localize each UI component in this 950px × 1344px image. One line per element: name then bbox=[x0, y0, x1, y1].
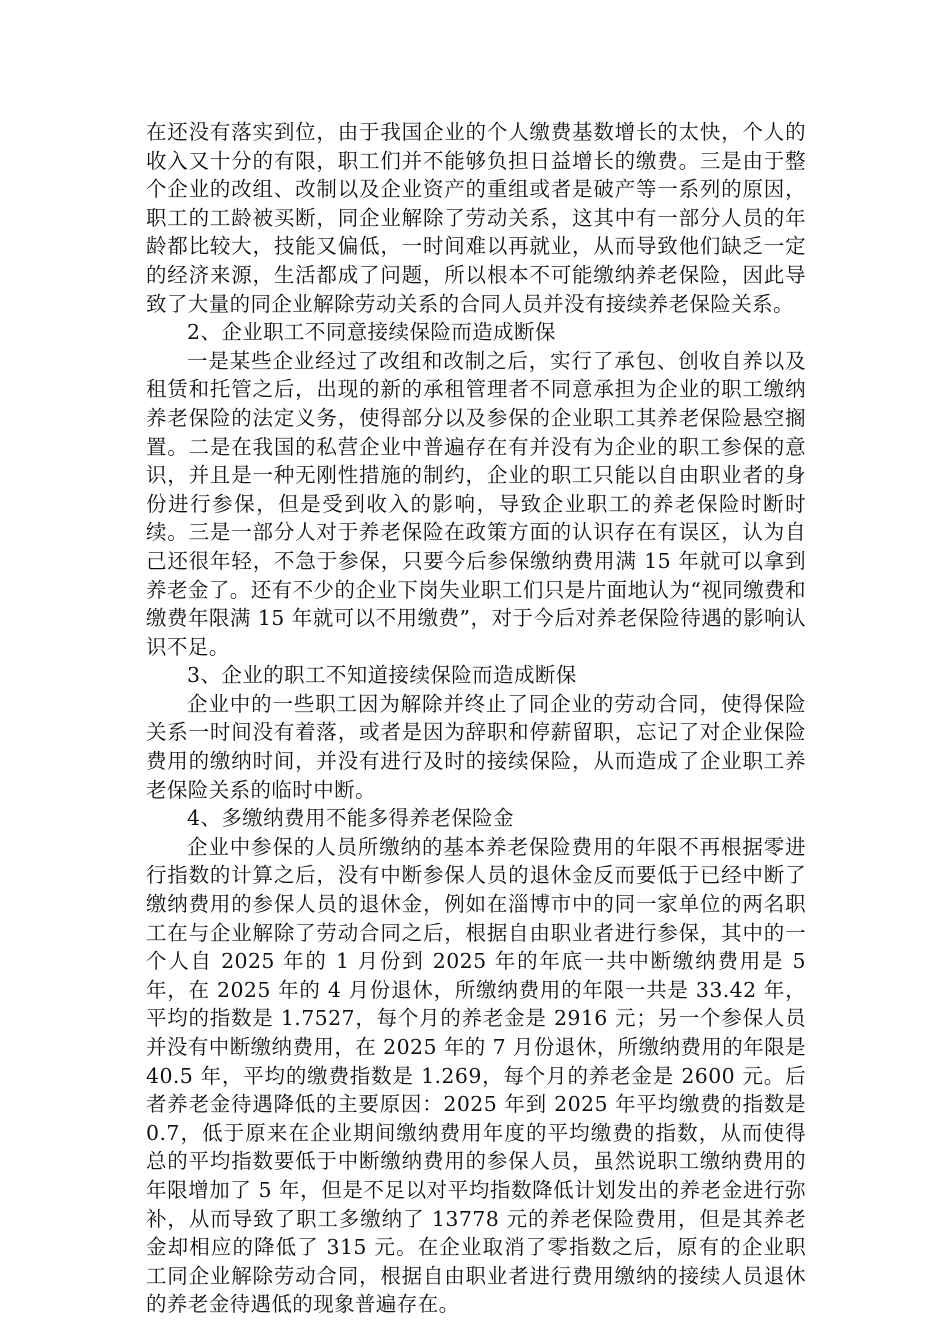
section-heading-2: 2、企业职工不同意接续保险而造成断保 bbox=[187, 320, 556, 345]
document-page bbox=[146, 118, 806, 1319]
section-heading-3: 3、企业的职工不知道接续保险而造成断保 bbox=[187, 663, 577, 688]
body-paragraph-continuation: 在还没有落实到位，由于我国企业的个人缴费基数增长的太快，个人的收入又十分的有限，职工们并不能够负担日益增长的缴费。三是由于整个企业的改组、改制以及企业资产的重组或者是破产等一系列的原因，职工的工龄被买断，同企业解除了劳动关系，这其中有一部分人员的年龄都比较大，技能又偏低，一时间难以再就业，从而导致他们缺乏一定的经济来源，生活都成了问题，所以根本不可能缴纳养老保险，因此导致了大量的同企业解除劳动关系的合同人员并没有接续养老保险关系。 bbox=[146, 120, 806, 316]
body-paragraph-section-4: 企业中参保的人员所缴纳的基本养老保险费用的年限不再根据零进行指数的计算之后，没有中断参保人员的退休金反而要低于已经中断了缴纳费用的参保人员的退休金，例如在淄博市中的同一家单位的两名职工在与企业解除了劳动合同之后，根据自由职业者进行参保，其中的一个人自 2025 年的 1 月份到 2025 年的年底一共中断缴纳费用是 5 年，在 2025 年的 4 月份退休，所缴纳费用的年限一共是 33.42 年，平均的指数是 1.7527，每个月的养老金是 2916 元；另一个参保人员并没有中断缴纳费用，在 2025 年的 7 月份退休，所缴纳费用的年限是 40.5 年，平均的缴费指数是 1.269，每个月的养老金是 2600 元。后者养老金待遇降低的主要原因：2025 年到 2025 年平均缴费的指数是 0.7，低于原来在企业期间缴纳费用年度的平均缴费的指数，从而使得总的平均指数要低于中断缴纳费用的参保人员，虽然说职工缴纳费用的年限增加了 5 年，但是不足以对平均指数降低计划发出的养老金进行弥补，从而导致了职工多缴纳了 13778 元的养老保险费用，但是其养老金却相应的降低了 315 元。在企业取消了零指数之后，原有的企业职工同企业解除劳动合同，根据自由职业者进行费用缴纳的接续人员退休的养老金待遇低的现象普遍存在。 bbox=[146, 834, 806, 1317]
section-heading-4: 4、多缴纳费用不能多得养老保险金 bbox=[187, 806, 514, 831]
body-paragraph-section-2: 一是某些企业经过了改组和改制之后，实行了承包、创收自养以及租赁和托管之后，出现的新的承租管理者不同意承担为企业的职工缴纳养老保险的法定义务，使得部分以及参保的企业职工其养老保险悬空搁置。二是在我国的私营企业中普遍存在有并没有为企业的职工参保的意识，并且是一种无刚性措施的制约，企业的职工只能以自由职业者的身份进行参保，但是受到收入的影响，导致企业职工的养老保险时断时续。三是一部分人对于养老保险在政策方面的认识存在有误区，认为自己还很年轻，不急于参保，只要今后参保缴纳费用满 15 年就可以拿到养老金了。还有不少的企业下岗失业职工们只是片面地认为“视同缴费和缴费年限满 15 年就可以不用缴费”，对于今后对养老保险待遇的影响认识不足。 bbox=[146, 348, 806, 659]
body-paragraph-section-3: 企业中的一些职工因为解除并终止了同企业的劳动合同，使得保险关系一时间没有着落，或者是因为辞职和停薪留职，忘记了对企业保险费用的缴纳时间，并没有进行及时的接续保险，从而造成了企业职工养老保险关系的临时中断。 bbox=[146, 691, 806, 802]
